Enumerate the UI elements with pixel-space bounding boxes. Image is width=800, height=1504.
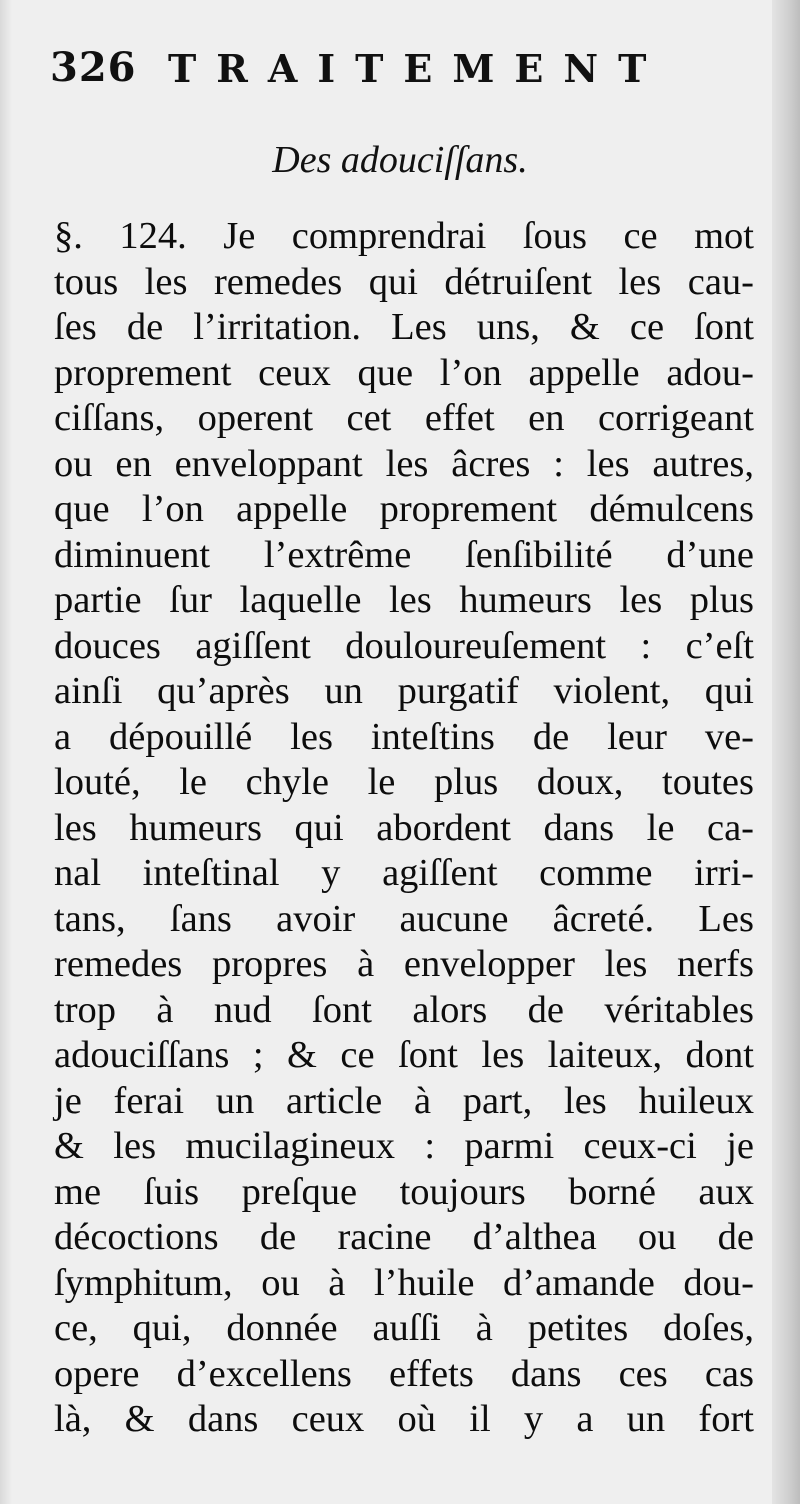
text-line: décoctions de racine d’althea ou de: [54, 1216, 754, 1258]
text-line: que l’on appelle proprement démulcens: [54, 488, 754, 530]
text-line: douces agiſſent douloureuſement : c’eſt: [54, 624, 754, 667]
text-line: ainſi qu’après un purgatif violent, qui: [54, 670, 754, 712]
text-line: ce, qui, donnée auſſi à petites doſes,: [54, 1307, 754, 1349]
text-line: ſymphitum, ou à l’huile d’amande dou-: [54, 1261, 754, 1304]
text-line: tans, ſans avoir aucune âcreté. Les: [54, 897, 754, 940]
text-line: ou en enveloppant les âcres : les autres,: [54, 442, 754, 485]
text-line: §. 124. Je comprendrai ſous ce mot: [54, 215, 754, 257]
text-line: là, & dans ceux où il y a un fort: [54, 1398, 754, 1440]
text-line: remedes propres à envelopper les nerfs: [54, 943, 754, 985]
text-line: trop à nud ſont alors de véritables: [54, 988, 754, 1031]
page-header: [50, 38, 750, 108]
page-right-edge: [772, 0, 800, 1504]
text-line: opere d’excellens effets dans ces cas: [54, 1352, 754, 1395]
text-line: nal inteſtinal y agiſſent comme irri-: [54, 852, 754, 894]
text-line: ciſſans, operent cet effet en corrigeant: [54, 397, 754, 439]
text-line: a dépouillé les inteſtins de leur ve-: [54, 715, 754, 758]
running-head: TRAITEMENT: [168, 46, 667, 91]
page-left-edge: [0, 0, 12, 1504]
text-line: me ſuis preſque toujours borné aux: [54, 1170, 754, 1213]
text-line: diminuent l’extrême ſenſibilité d’une: [54, 533, 754, 576]
text-line: tous les remedes qui détruiſent les cau-: [54, 260, 754, 303]
paragraph: [54, 214, 754, 1443]
text-line: & les mucilagineux : parmi ceux-ci je: [54, 1125, 754, 1167]
text-line: adouciſſans ; & ce ſont les laiteux, dont: [54, 1034, 754, 1076]
page-number: 326: [50, 44, 137, 91]
text-line: louté, le chyle le plus doux, toutes: [54, 761, 754, 803]
text-line: les humeurs qui abordent dans le ca-: [54, 806, 754, 849]
text-line: proprement ceux que l’on appelle adou-: [54, 351, 754, 394]
text-line: ſes de l’irritation. Les uns, & ce ſont: [54, 306, 754, 348]
text-line: partie ſur laquelle les humeurs les plus: [54, 579, 754, 621]
section-title: Des adouciſſans.: [272, 139, 528, 181]
text-line: je ferai un article à part, les huileux: [54, 1079, 754, 1122]
